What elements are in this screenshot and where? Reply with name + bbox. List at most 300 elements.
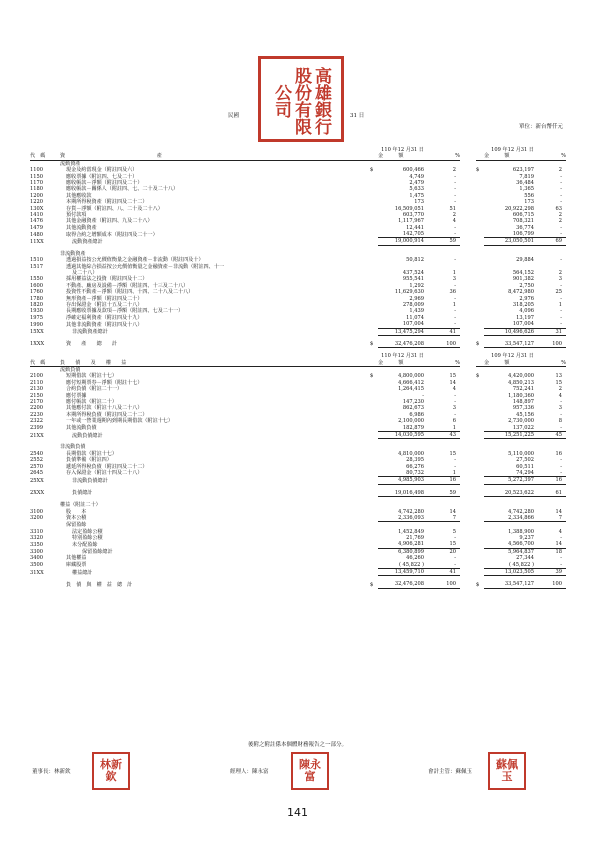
signer-manager: 經理人：陳永富 — [230, 769, 269, 775]
line-item-p1: 59 — [424, 238, 460, 245]
line-item-item: 其他非流動資產（附註四及十八） — [66, 321, 143, 328]
line-item-p1: - — [454, 411, 456, 418]
line-item-a1: 142,705 — [378, 231, 424, 238]
line-item-item: 流動負債總計 — [72, 432, 103, 439]
line-item-p2: 16 — [555, 450, 562, 457]
line-item-a2: 4,850,213 — [508, 379, 534, 386]
line-item-a2: 1,180,360 — [508, 392, 534, 399]
line-item-p1: - — [454, 308, 456, 315]
section-empty-cell — [378, 160, 424, 167]
line-item-item: 非流動負債總計 — [72, 477, 108, 484]
column-header-item: 負 債 及 權 益 — [60, 360, 370, 367]
line-item-row — [30, 341, 566, 348]
line-item-a2: 36,774 — [516, 224, 534, 231]
line-item-a1: 1,475 — [409, 192, 424, 199]
line-item-p2: - — [534, 470, 566, 477]
line-item-d2 — [476, 548, 484, 555]
line-item-p2: 8 — [558, 418, 562, 425]
line-item-p1: 1 — [424, 470, 460, 477]
section-empty-cell — [476, 367, 484, 374]
line-item-code: 2XXX — [30, 490, 45, 497]
line-item-item: 負債總計 — [72, 490, 93, 497]
line-item-p1: - — [454, 555, 456, 562]
line-item-p2: 100 — [534, 581, 566, 588]
line-item-d2: $ — [476, 341, 480, 348]
column-header-row — [30, 360, 566, 367]
line-item-d2 — [476, 522, 484, 529]
line-item-row — [30, 231, 566, 238]
line-item-item: 法定盈餘公積 — [72, 528, 103, 535]
line-item-item: 投資性不動產－淨額（附註四、十四、二十八及二十八） — [66, 289, 194, 296]
line-item-item: 保留盈餘 — [66, 522, 87, 529]
line-item-gap — [460, 548, 476, 555]
column-header-gap — [460, 153, 476, 160]
line-item-a2: 9,237 — [519, 535, 534, 542]
column-header-p1: % — [424, 360, 460, 367]
line-item-a1: 1,452,849 — [398, 528, 424, 535]
line-item-code: 1510 — [30, 257, 43, 264]
line-item-a1: 2,100,000 — [398, 418, 424, 425]
line-item-a1: 12,441 — [406, 224, 424, 231]
line-item-p1: 7 — [424, 515, 460, 522]
line-item-p2: - — [534, 231, 566, 238]
line-item-a1: 173 — [414, 199, 424, 206]
line-item-a2: 15,251,225 — [484, 432, 534, 439]
line-item-code: 2570 — [30, 463, 43, 470]
line-item-row — [30, 562, 566, 569]
line-item-row — [30, 328, 566, 335]
line-item-p2: 2 — [558, 211, 562, 218]
line-item-p1: 3 — [452, 276, 456, 283]
line-item-p2: 3 — [558, 405, 562, 412]
line-item-gap — [460, 477, 476, 484]
line-item-a1: 1,439 — [409, 308, 424, 315]
line-item-item: 取得合約之增額成本（附註四及二十一） — [66, 231, 158, 238]
line-item-a1: 11,074 — [406, 314, 424, 321]
line-item-code: 1780 — [30, 295, 43, 302]
line-item-d2 — [476, 569, 484, 576]
line-item-a2: 4,096 — [519, 308, 534, 315]
accountant-seal — [488, 752, 526, 790]
column-header-a2: 金 額 — [484, 153, 534, 160]
line-item-a2: 33,547,127 — [484, 581, 534, 588]
line-item-a1: - — [422, 392, 424, 399]
section-empty-cell — [424, 160, 460, 167]
section-label: 非流動負債 — [60, 444, 86, 451]
line-item-a1: 19,016,498 — [378, 490, 424, 497]
line-item-p1: 41 — [424, 328, 460, 335]
line-item-a1: 4,906,281 — [378, 541, 424, 548]
line-item-a2: 4,420,000 — [508, 373, 534, 380]
line-item-p1: - — [454, 314, 456, 321]
line-item-item: 資本公積 — [66, 515, 87, 522]
line-item-a1: 66,276 — [406, 463, 424, 470]
line-item-p2: 15 — [555, 379, 562, 386]
line-item-a2: 4,566,700 — [484, 541, 534, 548]
section-label: 非流動資產 — [60, 250, 86, 257]
line-item-p2: - — [534, 562, 566, 569]
period-header-cell: 109 年12 月31 日 — [491, 146, 534, 153]
line-item-p1: - — [454, 186, 456, 193]
line-item-item: 應收帳款－淨額（附註四及二十） — [66, 179, 143, 186]
line-item-row — [30, 569, 566, 576]
column-header-item: 資 產 — [60, 153, 370, 160]
line-item-item: 流動資產總計 — [72, 238, 103, 245]
line-item-a1: 107,004 — [378, 321, 424, 328]
line-item-p1: 51 — [449, 205, 456, 212]
line-item-p1: - — [424, 562, 460, 569]
line-item-p2: 3 — [558, 276, 562, 283]
line-item-row — [30, 548, 566, 555]
line-item-gap — [460, 238, 476, 245]
line-item-a1: 5,633 — [409, 186, 424, 193]
line-item-a2: 564,152 — [512, 270, 534, 277]
line-item-a2: 74,294 — [484, 470, 534, 477]
line-item-row — [30, 541, 566, 548]
line-item-a1: 6,380,899 — [398, 548, 424, 555]
line-item-d2 — [476, 231, 484, 238]
line-item-row — [30, 425, 566, 432]
line-item-item: 淨確定福利資產（附註四及十九） — [66, 314, 143, 321]
section-label: 流動資產 — [60, 160, 81, 167]
line-item-p2: 4 — [558, 528, 562, 535]
line-item-code: 2150 — [30, 392, 43, 399]
line-item-item: 未分配盈餘 — [72, 541, 98, 548]
line-item-a2: 957,336 — [512, 405, 534, 412]
line-item-p1: - — [454, 173, 456, 180]
report-title-right: 31 日 — [350, 113, 365, 119]
line-item-gap — [460, 541, 476, 548]
line-item-code: 3350 — [30, 541, 43, 548]
line-item-code: 1180 — [30, 186, 43, 193]
line-item-d2 — [476, 432, 484, 439]
line-item-a2: 107,004 — [484, 321, 534, 328]
line-item-p1: 1 — [452, 301, 456, 308]
column-header-d1 — [370, 153, 378, 160]
line-item-p2: - — [560, 224, 562, 231]
line-item-p1: - — [454, 457, 456, 464]
line-item-row — [30, 321, 566, 328]
line-item-a1: ( 45,822 ) — [378, 562, 424, 569]
line-item-a1: 32,476,208 — [378, 341, 424, 348]
line-item-a1: 437,524 — [402, 270, 424, 277]
line-item-p1: - — [454, 535, 456, 542]
line-item-p1: - — [454, 282, 456, 289]
line-item-item: 本期所得稅資產（附註四及二十二） — [66, 199, 148, 206]
line-item-code: 3310 — [30, 528, 43, 535]
line-item-p2: 39 — [534, 569, 566, 576]
line-item-code: 11XX — [30, 238, 44, 245]
line-item-code: 1XXX — [30, 341, 45, 348]
line-item-code: 25XX — [30, 477, 44, 484]
section-empty-cell — [370, 367, 378, 374]
line-item-p1: 14 — [449, 379, 456, 386]
line-item-code: 3400 — [30, 555, 43, 562]
column-header-a1: 金 額 — [378, 153, 424, 160]
line-item-a2: 2,976 — [519, 295, 534, 302]
chairman-seal-text: 林新欽 — [100, 758, 122, 783]
line-item-p1: 100 — [424, 341, 460, 348]
line-item-code — [30, 522, 60, 529]
line-item-item: 存出保證金（附註十五及二十八） — [66, 301, 143, 308]
line-item-item: 應付短期票券－淨額（附註十七） — [66, 379, 143, 386]
line-item-code: 21XX — [30, 432, 44, 439]
line-item-row — [30, 477, 566, 484]
line-item-d2: $ — [476, 581, 480, 588]
line-item-a2: 556 — [524, 192, 534, 199]
line-item-d1 — [370, 321, 378, 328]
line-item-code: 1170 — [30, 179, 43, 186]
section-empty-cell — [460, 367, 476, 374]
column-header-a2: 金 額 — [484, 360, 534, 367]
line-item-p1: - — [454, 199, 456, 206]
line-item-d1 — [370, 231, 378, 238]
line-item-p2: - — [560, 555, 562, 562]
line-item-p2: 61 — [534, 490, 566, 497]
line-item-code: 1220 — [30, 199, 43, 206]
line-item-p2: - — [560, 308, 562, 315]
line-item-item: 現金及約當現金（附註四及六） — [66, 167, 138, 174]
line-item-d1 — [370, 470, 378, 477]
line-item-p1: 6 — [452, 418, 456, 425]
line-item-d1 — [370, 490, 378, 497]
line-item-code: 2399 — [30, 425, 43, 432]
line-item-code: 2200 — [30, 405, 43, 412]
line-item-code — [30, 581, 60, 588]
page-number: 141 — [287, 806, 308, 819]
line-item-row — [30, 581, 566, 588]
line-item-item: 透過其他綜合損益按公允價值衡量之金融資產－非流動（附註四、十一 — [66, 263, 224, 270]
line-item-a2: 5,964,837 — [508, 548, 534, 555]
line-item-code: 1600 — [30, 282, 43, 289]
line-item-a2: 106,799 — [484, 231, 534, 238]
manager-seal — [291, 752, 329, 790]
line-item-a2: 36,484 — [516, 179, 534, 186]
line-item-item: 負 債 與 權 益 總 計 — [66, 581, 133, 588]
line-item-d1 — [370, 432, 378, 439]
line-item-item: 不動產、廠房及設備－淨額（附註四、十三及二十八） — [66, 282, 189, 289]
line-item-row — [30, 515, 566, 522]
line-item-p1: 15 — [424, 541, 460, 548]
column-header-row — [30, 153, 566, 160]
line-item-code: 3100 — [30, 508, 43, 515]
line-item-p2: - — [560, 173, 562, 180]
section-code-cell — [30, 367, 60, 374]
line-item-p1: 4 — [452, 386, 456, 393]
line-item-gap — [460, 328, 476, 335]
line-item-code: 2110 — [30, 379, 43, 386]
line-item-code: 3320 — [30, 535, 43, 542]
line-item-code: 2170 — [30, 399, 43, 406]
line-item-p1: - — [454, 179, 456, 186]
line-item-a1: 4,810,000 — [398, 450, 424, 457]
line-item-item: 其他金融資產（附註四、九及二十八） — [66, 218, 153, 225]
line-item-d1: $ — [370, 373, 374, 380]
line-item-p2: 14 — [534, 541, 566, 548]
line-item-p1: 20 — [449, 548, 456, 555]
line-item-item: 負債準備（附註四） — [66, 457, 112, 464]
line-item-item: 存貨－淨額（附註四、八、二十及二十八） — [66, 205, 163, 212]
line-item-p1: - — [454, 224, 456, 231]
line-item-a2: ( 45,822 ) — [484, 562, 534, 569]
line-item-code: 2230 — [30, 411, 43, 418]
section-label: 流動負債 — [60, 367, 81, 374]
line-item-p1: 15 — [449, 373, 456, 380]
line-item-a2: 7,819 — [519, 173, 534, 180]
line-item-code: 1150 — [30, 173, 43, 180]
line-item-d1: $ — [370, 341, 374, 348]
line-item-p2: - — [560, 186, 562, 193]
line-item-p2: - — [560, 257, 562, 264]
line-item-p2: 31 — [534, 328, 566, 335]
line-item-a1: 6,986 — [409, 411, 424, 418]
line-item-a2: 606,715 — [512, 211, 534, 218]
column-header-d1 — [370, 360, 378, 367]
line-item-d1 — [370, 562, 378, 569]
line-item-a2: 29,884 — [516, 257, 534, 264]
section-empty-cell — [484, 160, 534, 167]
line-item-gap — [460, 341, 476, 348]
column-header-p1: % — [424, 153, 460, 160]
line-item-p1: 2 — [452, 167, 456, 174]
line-item-code: 3300 — [30, 548, 43, 555]
line-item-row — [30, 490, 566, 497]
line-item-d1: $ — [370, 167, 374, 174]
line-item-item: 應收帳款－關係人（附註四、七、二十及二十八） — [66, 186, 179, 193]
period-header-cell: 110 年12 月31 日 — [381, 353, 424, 360]
line-item-a1: 13,459,710 — [378, 569, 424, 576]
line-item-p2: - — [560, 199, 562, 206]
line-item-item: 其他權益 — [66, 555, 87, 562]
line-item-d2 — [476, 425, 484, 432]
line-item-item: 權益總計 — [72, 569, 93, 576]
line-item-p1: 14 — [449, 508, 456, 515]
line-item-item: 一年或一營業週期內到期長期借款（附註十七） — [66, 418, 173, 425]
line-item-gap — [460, 470, 476, 477]
line-item-a1: 4,985,903 — [378, 477, 424, 484]
line-item-gap — [460, 231, 476, 238]
line-item-code: 1100 — [30, 167, 43, 174]
line-item-item: 資 產 總 計 — [66, 341, 117, 348]
company-seal — [258, 56, 344, 142]
line-item-a1: 2,969 — [409, 295, 424, 302]
line-item-item: 非流動資產總計 — [72, 329, 108, 336]
line-item-a2: 2,730,000 — [508, 418, 534, 425]
line-item-p2: - — [560, 463, 562, 470]
line-item-p1: - — [454, 392, 456, 399]
line-item-d2 — [476, 477, 484, 484]
line-item-p1: 4 — [452, 218, 456, 225]
line-item-a2: 2,750 — [519, 282, 534, 289]
line-item-gap — [460, 432, 476, 439]
line-item-a2: 60,511 — [516, 463, 534, 470]
line-item-a1: 2,479 — [409, 179, 424, 186]
line-item-gap — [460, 515, 476, 522]
line-item-a1: 182,879 — [378, 425, 424, 432]
line-item-p2: 69 — [534, 238, 566, 245]
line-item-p2: - — [560, 282, 562, 289]
column-header-d2 — [476, 360, 484, 367]
line-item-code: 3500 — [30, 562, 43, 569]
line-item-item: 長期借款（附註十七） — [66, 450, 117, 457]
line-item-item: 透過損益按公允價值衡量之金融資產－非流動（附註四及十） — [66, 257, 204, 264]
line-item-code: 1200 — [30, 192, 43, 199]
line-item-a2: 4,742,280 — [508, 508, 534, 515]
line-item-p2: 1 — [558, 301, 562, 308]
line-item-d2 — [476, 321, 484, 328]
line-item-item: 及二十八） — [72, 270, 98, 277]
line-item-p2: 16 — [534, 477, 566, 484]
line-item-a1: 1,264,415 — [398, 386, 424, 393]
line-item-code: 1990 — [30, 321, 43, 328]
line-item-a2: 33,547,127 — [484, 341, 534, 348]
line-item-a1: 28,395 — [406, 457, 424, 464]
line-item-p1: 16 — [424, 477, 460, 484]
line-item-p1: - — [424, 321, 460, 328]
column-header-a1: 金 額 — [378, 360, 424, 367]
line-item-p2: 100 — [534, 341, 566, 348]
column-header-gap — [460, 360, 476, 367]
line-item-p1: 3 — [452, 405, 456, 412]
line-item-a2: 20,523,622 — [484, 490, 534, 497]
line-item-a2: 20,922,298 — [504, 205, 534, 212]
column-header-p2: % — [534, 153, 566, 160]
line-item-a1: 16,509,051 — [394, 205, 424, 212]
unit-label: 單位：新台幣仟元 — [518, 124, 563, 130]
line-item-d2 — [476, 328, 484, 335]
line-item-row — [30, 522, 566, 529]
line-item-item: 其他流動資產 — [66, 224, 97, 231]
line-item-a2 — [484, 522, 534, 529]
line-item-item: 其他流動負債 — [66, 425, 97, 432]
line-item-a2: 27,502 — [516, 457, 534, 464]
line-item-code: 2552 — [30, 457, 43, 464]
column-header-p2: % — [534, 360, 566, 367]
line-item-code: 1930 — [30, 308, 43, 315]
line-item-d1 — [370, 541, 378, 548]
section-empty-cell — [460, 160, 476, 167]
line-item-a2: 901,382 — [512, 276, 534, 283]
line-item-gap — [460, 522, 476, 529]
section-empty-cell — [534, 367, 566, 374]
line-item-gap — [460, 321, 476, 328]
line-item-code: 2645 — [30, 470, 43, 477]
line-item-item: 短期借款（附註十七） — [66, 373, 117, 380]
line-item-a2: 2,334,866 — [484, 515, 534, 522]
line-item-row — [30, 238, 566, 245]
line-item-p2: - — [560, 314, 562, 321]
line-item-row — [30, 470, 566, 477]
line-item-p2: 2 — [558, 167, 562, 174]
report-title-left: 民國 — [228, 113, 240, 119]
line-item-a2: 10,496,626 — [484, 328, 534, 335]
line-item-gap — [460, 490, 476, 497]
line-item-p2: 13 — [555, 373, 562, 380]
line-item-d2 — [476, 490, 484, 497]
line-item-code: 130X — [30, 205, 44, 212]
line-item-code: 1820 — [30, 301, 43, 308]
line-item-item: 遞延所得稅負債（附註四及二十二） — [66, 463, 148, 470]
line-item-item: 保留盈餘總計 — [82, 548, 113, 555]
line-item-a2: 13,197 — [516, 314, 534, 321]
line-item-p2: - — [560, 457, 562, 464]
line-item-item: 預付款項 — [66, 211, 87, 218]
line-item-a1: 600,466 — [402, 167, 424, 174]
line-item-gap — [460, 581, 476, 588]
column-header-code: 代 碼 — [30, 360, 60, 367]
line-item-a2: 5,272,397 — [484, 477, 534, 484]
line-item-a1: 19,000,914 — [378, 238, 424, 245]
